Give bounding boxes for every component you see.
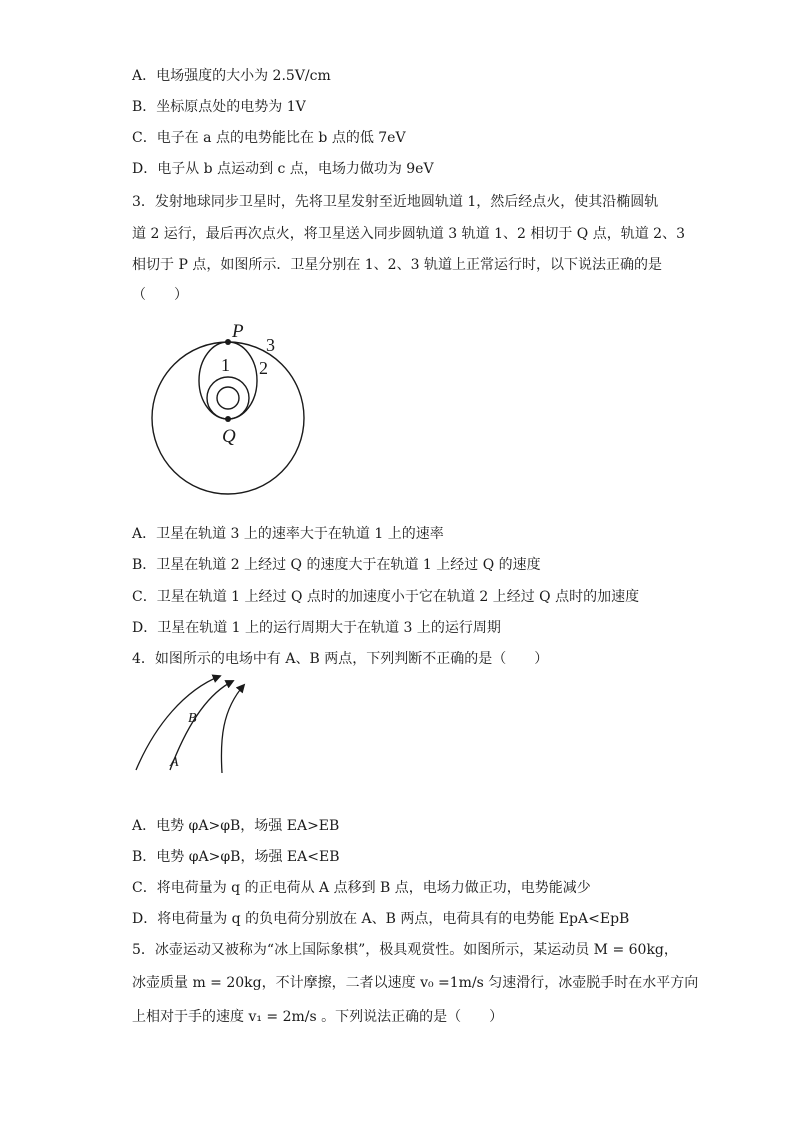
q2-option-a: A．电场强度的大小为 2.5V/cm bbox=[132, 68, 331, 84]
field-line-right bbox=[221, 685, 244, 773]
label-a: A bbox=[170, 755, 179, 770]
label-orbit-3: 3 bbox=[266, 335, 275, 355]
q4-option-b: B．电势 φA>φB，场强 EA<EB bbox=[132, 849, 340, 865]
q5-stem-line-3: 上相对于手的速度 v₁ = 2m/s 。下列说法正确的是（ ） bbox=[132, 1009, 504, 1025]
q3-stem-line-3: 相切于 P 点，如图所示．卫星分别在 1、2、3 轨道上正常运行时，以下说法正确的是 bbox=[132, 257, 662, 273]
point-q-dot bbox=[225, 416, 231, 422]
orbit-2-ellipse bbox=[199, 342, 257, 419]
label-q: Q bbox=[222, 426, 236, 447]
label-p: P bbox=[232, 321, 244, 342]
label-orbit-2: 2 bbox=[259, 358, 268, 378]
q2-option-d: D．电子从 b 点运动到 c 点，电场力做功为 9eV bbox=[132, 161, 434, 177]
q4-option-c: C．将电荷量为 q 的正电荷从 A 点移到 B 点，电场力做正功，电势能减少 bbox=[132, 880, 591, 896]
q3-stem-line-2: 道 2 运行，最后再次点火，将卫星送入同步圆轨道 3 轨道 1、2 相切于 Q 点，轨道 2、3 bbox=[132, 226, 685, 242]
q5-stem-line-2: 冰壶质量 m = 20kg，不计摩擦，二者以速度 v₀ =1m/s 匀速滑行，冰壶脱手时在水平方向 bbox=[132, 975, 699, 991]
q3-stem-line-1: 3．发射地球同步卫星时，先将卫星发射至近地圆轨道 1，然后经点火，使其沿椭圆轨 bbox=[132, 194, 659, 210]
point-p-dot bbox=[225, 339, 231, 345]
label-orbit-1: 1 bbox=[221, 355, 230, 375]
q4-option-a: A．电势 φA>φB，场强 EA>EB bbox=[132, 818, 340, 834]
field-lines-figure bbox=[130, 670, 250, 780]
q3-stem-line-4: （ ） bbox=[132, 287, 188, 303]
q5-stem-line-1: 5．冰壶运动又被称为“冰上国际象棋”，极具观赏性。如图所示，某运动员 M = 60kg， bbox=[132, 942, 678, 958]
q3-option-b: B．卫星在轨道 2 上经过 Q 的速度大于在轨道 1 上经过 Q 的速度 bbox=[132, 557, 541, 573]
q4-stem: 4．如图所示的电场中有 A、B 两点，下列判断不正确的是（ ） bbox=[132, 651, 549, 667]
q3-option-d: D．卫星在轨道 1 上的运行周期大于在轨道 3 上的运行周期 bbox=[132, 620, 501, 636]
q3-option-a: A．卫星在轨道 3 上的速率大于在轨道 1 上的速率 bbox=[132, 526, 444, 542]
q3-option-c: C．卫星在轨道 1 上经过 Q 点时的加速度小于它在轨道 2 上经过 Q 点时的加速度 bbox=[132, 589, 640, 605]
orbit-figure bbox=[140, 315, 340, 500]
label-b: B bbox=[188, 711, 197, 726]
q2-option-b: B．坐标原点处的电势为 1V bbox=[132, 99, 306, 115]
q2-option-c: C．电子在 a 点的电势能比在 b 点的低 7eV bbox=[132, 130, 406, 146]
q4-option-d: D．将电荷量为 q 的负电荷分别放在 A、B 两点，电荷具有的电势能 EpA<EpB bbox=[132, 911, 630, 927]
orbit-1-circle bbox=[207, 377, 249, 419]
earth-circle bbox=[217, 387, 239, 409]
